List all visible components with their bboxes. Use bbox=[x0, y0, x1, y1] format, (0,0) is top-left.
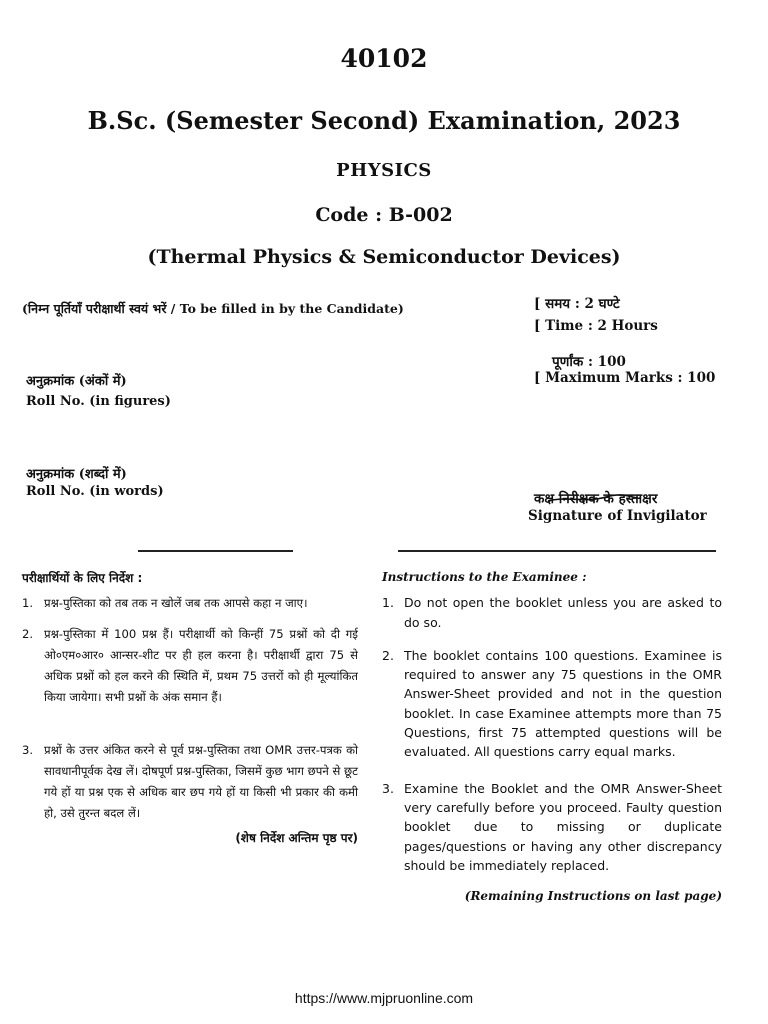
instruction-item bbox=[22, 740, 358, 824]
instruction-number: 3. bbox=[382, 780, 394, 796]
max-marks-hindi: पूर्णांक : 100 bbox=[552, 354, 626, 370]
instruction-number: 3. bbox=[22, 743, 34, 757]
instruction-text: प्रश्न-पुस्तिका में 100 प्रश्न हैं। परीक्षार्थी को किन्हीं 75 प्रश्नों को दी गई ओ०एम०आर० आन्सर-शीट पर ही हल करना है। परीक्षार्थी द्वारा 75 से अधिक प्रश्नों को हल करने की स्थिति में, प्रथम 75 उत्तरों को ही मूल्यांकित किया जायेगा। सभी प्रश्नों के अंक समान हैं। bbox=[44, 627, 358, 704]
instruction-item bbox=[382, 779, 722, 875]
instruction-text: प्रश्न-पुस्तिका को तब तक न खोलें जब तक आपसे कहा न जाए। bbox=[44, 596, 308, 610]
subject-title: PHYSICS bbox=[336, 160, 432, 181]
instructions-english bbox=[382, 568, 722, 906]
instruction-number: 1. bbox=[382, 595, 394, 611]
instruction-item bbox=[382, 593, 722, 632]
instruction-text: Do not open the booklet unless you are asked to do so. bbox=[404, 595, 722, 630]
divider-left bbox=[138, 550, 293, 552]
candidate-fill-note: (निम्न पूर्तियाँ परीक्षार्थी स्वयं भरें / To be filled in by the Candidate) bbox=[22, 301, 404, 316]
paper-number: 40102 bbox=[340, 44, 428, 73]
instruction-item bbox=[22, 593, 358, 614]
time-english: [ Time : 2 Hours bbox=[534, 318, 658, 334]
remaining-note-hindi: (शेष निर्देश अन्तिम पृष्ठ पर) bbox=[235, 831, 358, 845]
roll-figures-label-hindi: अनुक्रमांक (अंकों में) bbox=[26, 374, 127, 389]
paper-code: Code : B-002 bbox=[315, 204, 453, 226]
paper-name: (Thermal Physics & Semiconductor Devices) bbox=[147, 246, 621, 268]
instruction-item bbox=[22, 624, 358, 708]
time-hindi: [ समय : 2 घण्टे bbox=[534, 296, 620, 312]
instruction-text: प्रश्नों के उत्तर अंकित करने से पूर्व प्रश्न-पुस्तिका तथा OMR उत्तर-पत्रक को सावधानीपूर्वक देख लें। दोषपूर्ण प्रश्न-पुस्तिका, जिसमें कुछ भाग छपने से छूट गये हों या प्रश्न एक से अधिक बार छप गये हों या किसी भी प्रकार की कमी हो, उसे तुरन्त बदल लें। bbox=[44, 743, 358, 820]
instruction-number: 1. bbox=[22, 596, 34, 610]
instruction-text: The booklet contains 100 questions. Examinee is required to answer any 75 questions in the OMR Answer-Sheet provided and not in the question booklet. In case Examinee attempts more than 75 Questions, first 75 attempted questions will be evaluated. All questions carry equal marks. bbox=[404, 647, 722, 760]
remaining-note: (Remaining Instructions on last page) bbox=[464, 889, 722, 904]
divider-right bbox=[398, 550, 716, 552]
roll-words-label-hindi: अनुक्रमांक (शब्दों में) bbox=[26, 467, 127, 482]
exam-title: B.Sc. (Semester Second) Examination, 2023 bbox=[87, 106, 681, 135]
invigilator-label-hindi: कक्ष निरीक्षक के हस्ताक्षर bbox=[534, 491, 658, 507]
instruction-number: 2. bbox=[22, 627, 34, 641]
footer-url-link[interactable]: https://www.mjpruonline.com bbox=[294, 990, 474, 1006]
roll-words-label: Roll No. (in words) bbox=[26, 484, 164, 499]
invigilator-signature-label: Signature of Invigilator bbox=[528, 508, 707, 524]
roll-figures-label: Roll No. (in figures) bbox=[26, 394, 171, 409]
max-marks-english: [ Maximum Marks : 100 bbox=[534, 370, 716, 386]
instruction-text: Examine the Booklet and the OMR Answer-Sheet very carefully before you proceed. Faulty question booklet due to missing or duplicate pages/questions or having any other discrepancy should be immediately replaced. bbox=[404, 780, 722, 873]
instructions-hindi bbox=[22, 568, 358, 849]
instruction-item bbox=[382, 646, 722, 762]
instructions-heading: Instructions to the Examinee : bbox=[382, 570, 587, 584]
instruction-number: 2. bbox=[382, 647, 394, 663]
instructions-heading-hindi: परीक्षार्थियों के लिए निर्देश : bbox=[22, 571, 143, 585]
pen-strike-mark bbox=[546, 492, 642, 506]
